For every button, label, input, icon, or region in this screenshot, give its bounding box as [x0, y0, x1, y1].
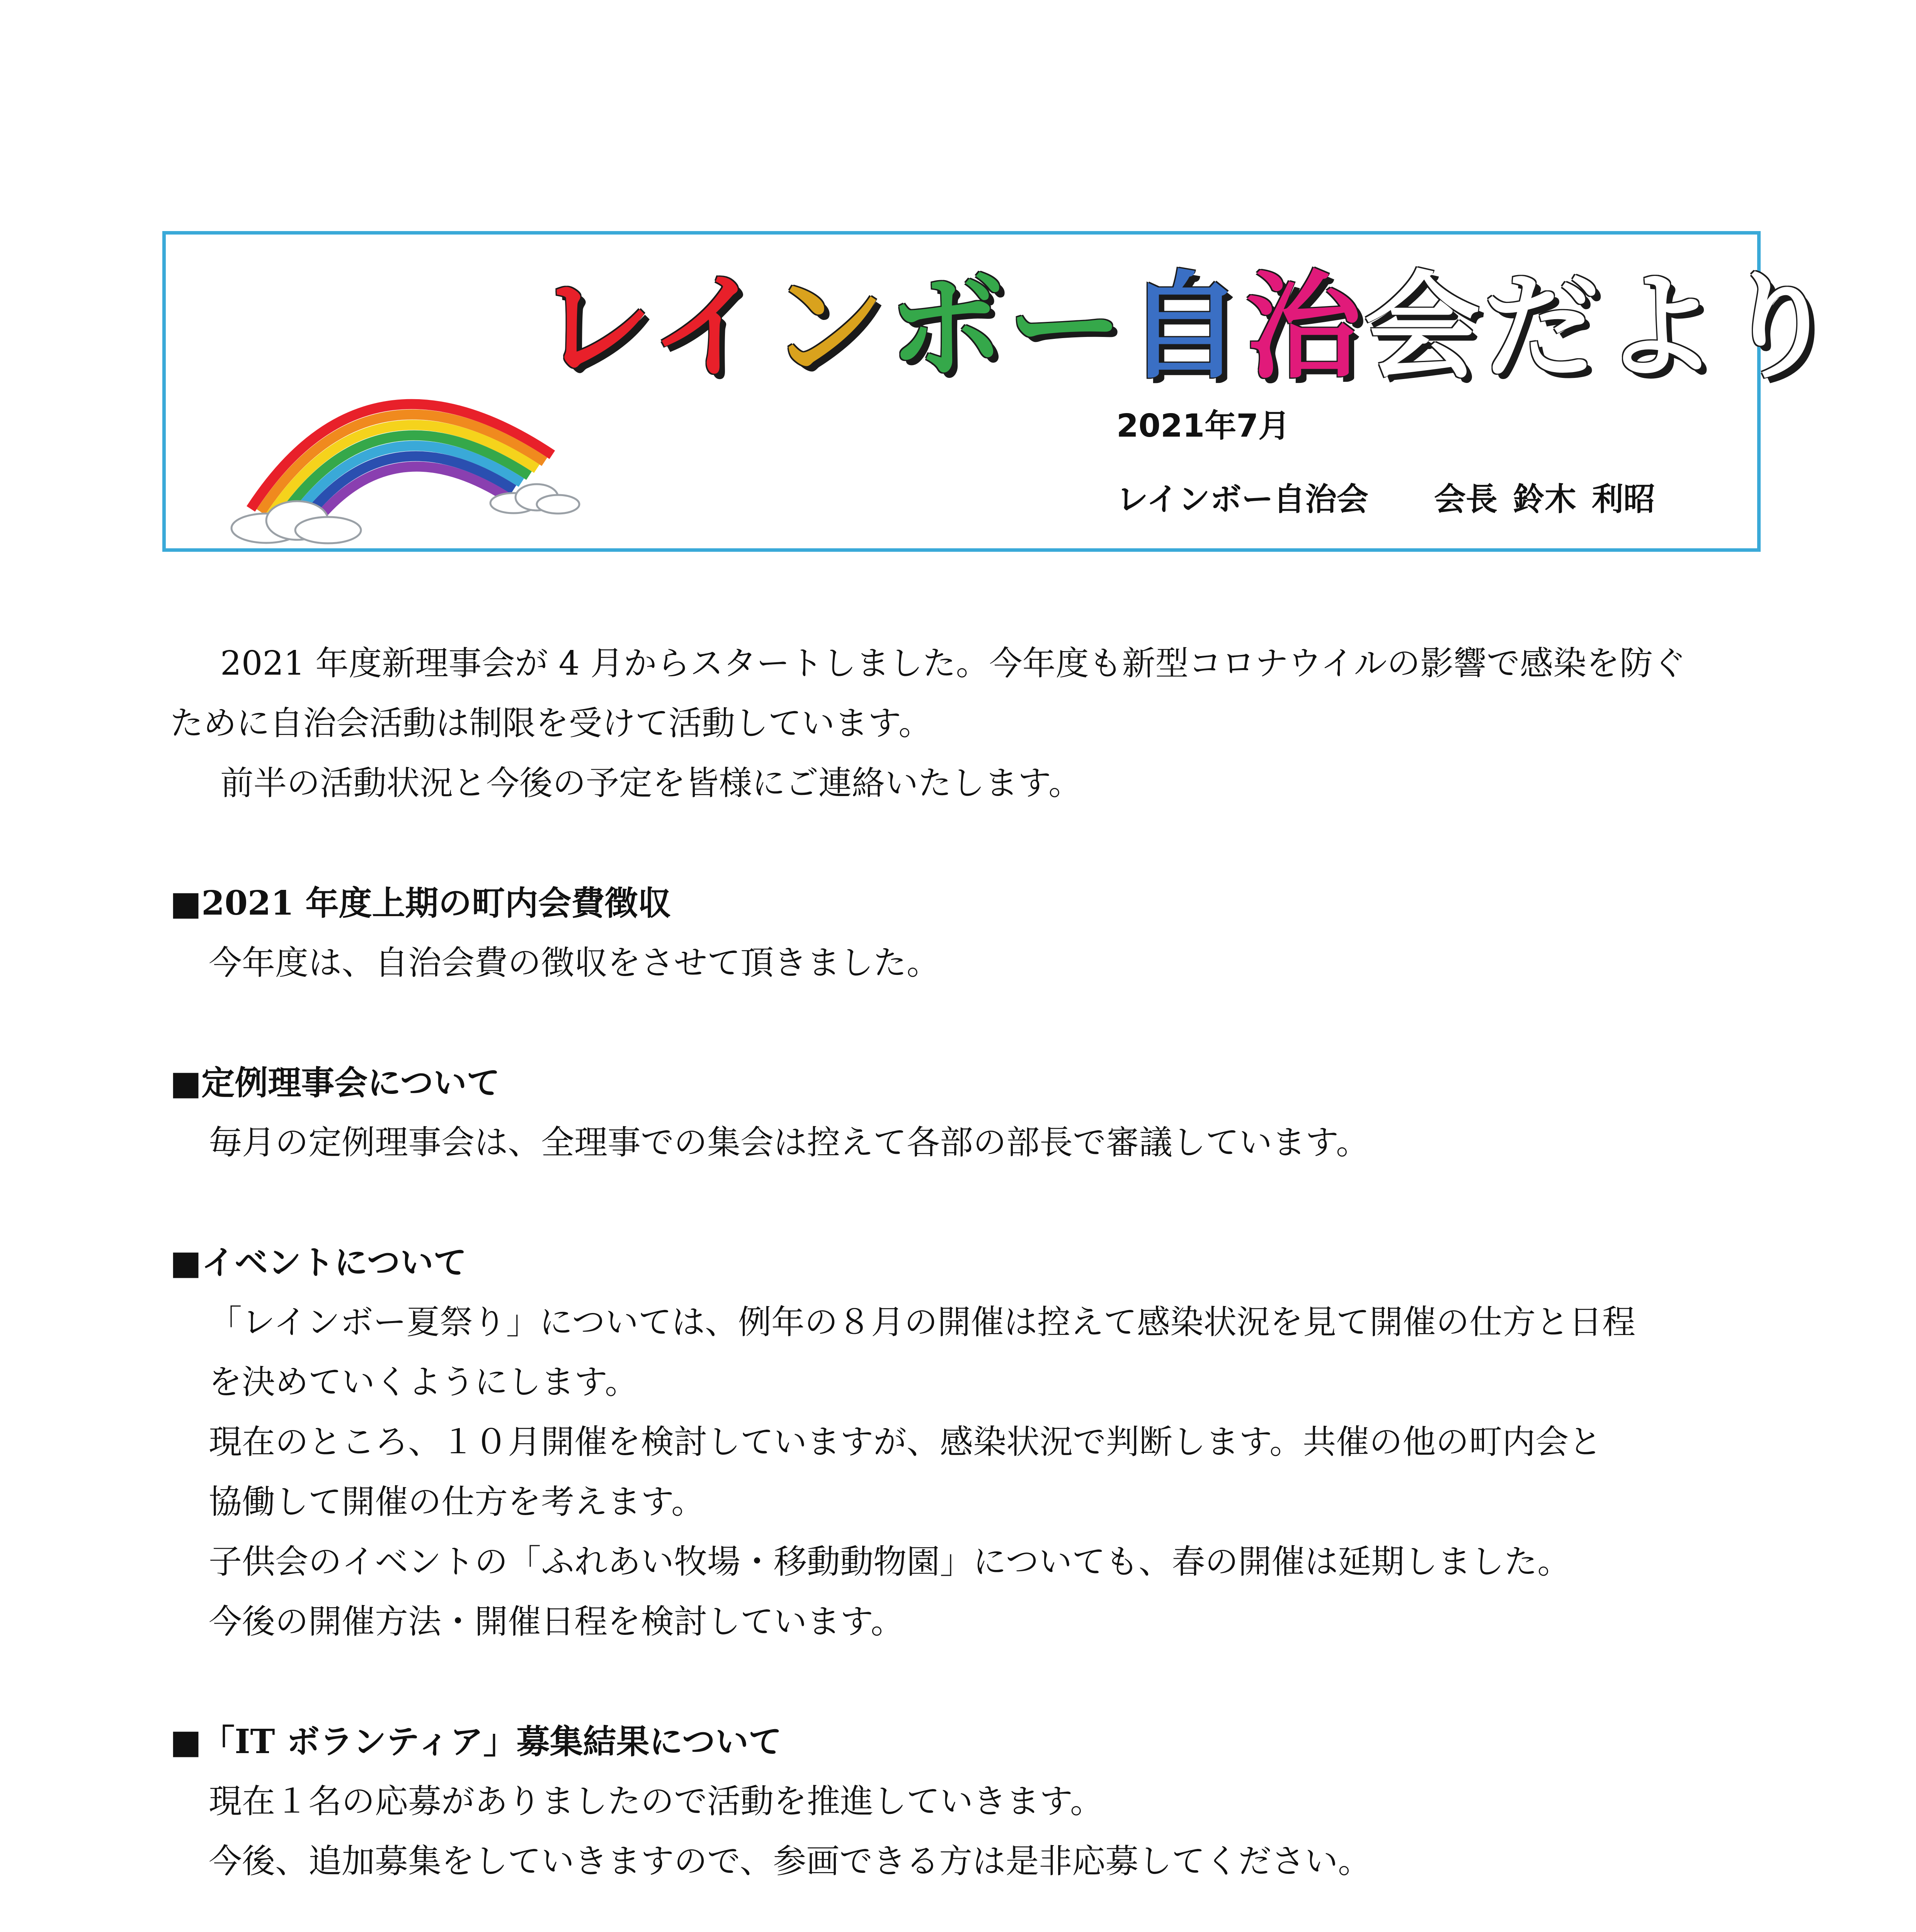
section-line: 協働して開催の仕方を考えます。 [209, 1483, 705, 1521]
author-role: 会長 [1434, 481, 1497, 518]
title-char: イ [650, 260, 769, 395]
section-heading: ■定例理事会について [170, 1063, 500, 1102]
title-char: レ [537, 260, 650, 395]
author-line [1116, 474, 1655, 519]
author-family-name: 鈴木 [1513, 481, 1576, 518]
section-body [170, 1772, 1754, 1891]
section-line: 現在のところ、１０月開催を検討していますが、感染状況で判断します。共催の他の町内会と [209, 1423, 1602, 1461]
title-char: ー [1007, 260, 1126, 395]
section-body [170, 933, 1754, 993]
section-line: 今年度は、自治会費の徴収をさせて頂きました。 [209, 944, 940, 982]
section-heading: ■「IT ボランティア」募集結果について [170, 1722, 782, 1761]
title-char: ン [769, 260, 888, 395]
section-line: 今後、追加募集をしていきますので、参画できる方は是非応募してください。 [209, 1842, 1371, 1881]
section-line: 現在１名の応募がありましたので活動を推進していきます。 [209, 1782, 1104, 1821]
section-line: 今後の開催方法・開催日程を検討しています。 [209, 1602, 904, 1641]
author-given-name: 利昭 [1591, 481, 1655, 518]
newsletter-title [537, 262, 1840, 393]
section-line: 「レインボー夏祭り」については、例年の８月の開催は控えて感染状況を見て開催の仕方と日程 [209, 1303, 1635, 1342]
rainbow-illustration [204, 354, 591, 548]
section-line: を決めていくようにします。 [209, 1363, 638, 1401]
issue-date: 2021年7月 [1116, 408, 1290, 444]
section-heading: ■イベントについて [170, 1243, 467, 1282]
intro-paragraph: 2021 年度新理事会が 4 月からスタートしました。今年度も新型コロナウイルの影響で感染を防ぐ [220, 644, 1686, 683]
section-heading: ■2021 年度上期の町内会費徴収 [170, 884, 671, 923]
title-char: 治 [1245, 260, 1364, 395]
section-body [170, 1293, 1754, 1652]
section-line: 毎月の定例理事会は、全理事での集会は控えて各部の部長で審議しています。 [209, 1123, 1370, 1162]
newsletter-body [170, 634, 1754, 1932]
title-char: 会だより [1364, 260, 1840, 395]
intro-paragraph: ために自治会活動は制限を受けて活動しています。 [170, 704, 932, 743]
section-body [170, 1113, 1754, 1173]
intro-paragraph: 前半の活動状況と今後の予定を皆様にご連絡いたします。 [220, 764, 1082, 803]
org-name: レインボー自治会 [1116, 481, 1368, 518]
title-char: 自 [1126, 260, 1245, 395]
header-banner [162, 231, 1840, 552]
title-char: ボ [888, 260, 1007, 395]
section-line: 子供会のイベントの「ふれあい牧場・移動動物園」についても、春の開催は延期しました。 [209, 1543, 1571, 1581]
